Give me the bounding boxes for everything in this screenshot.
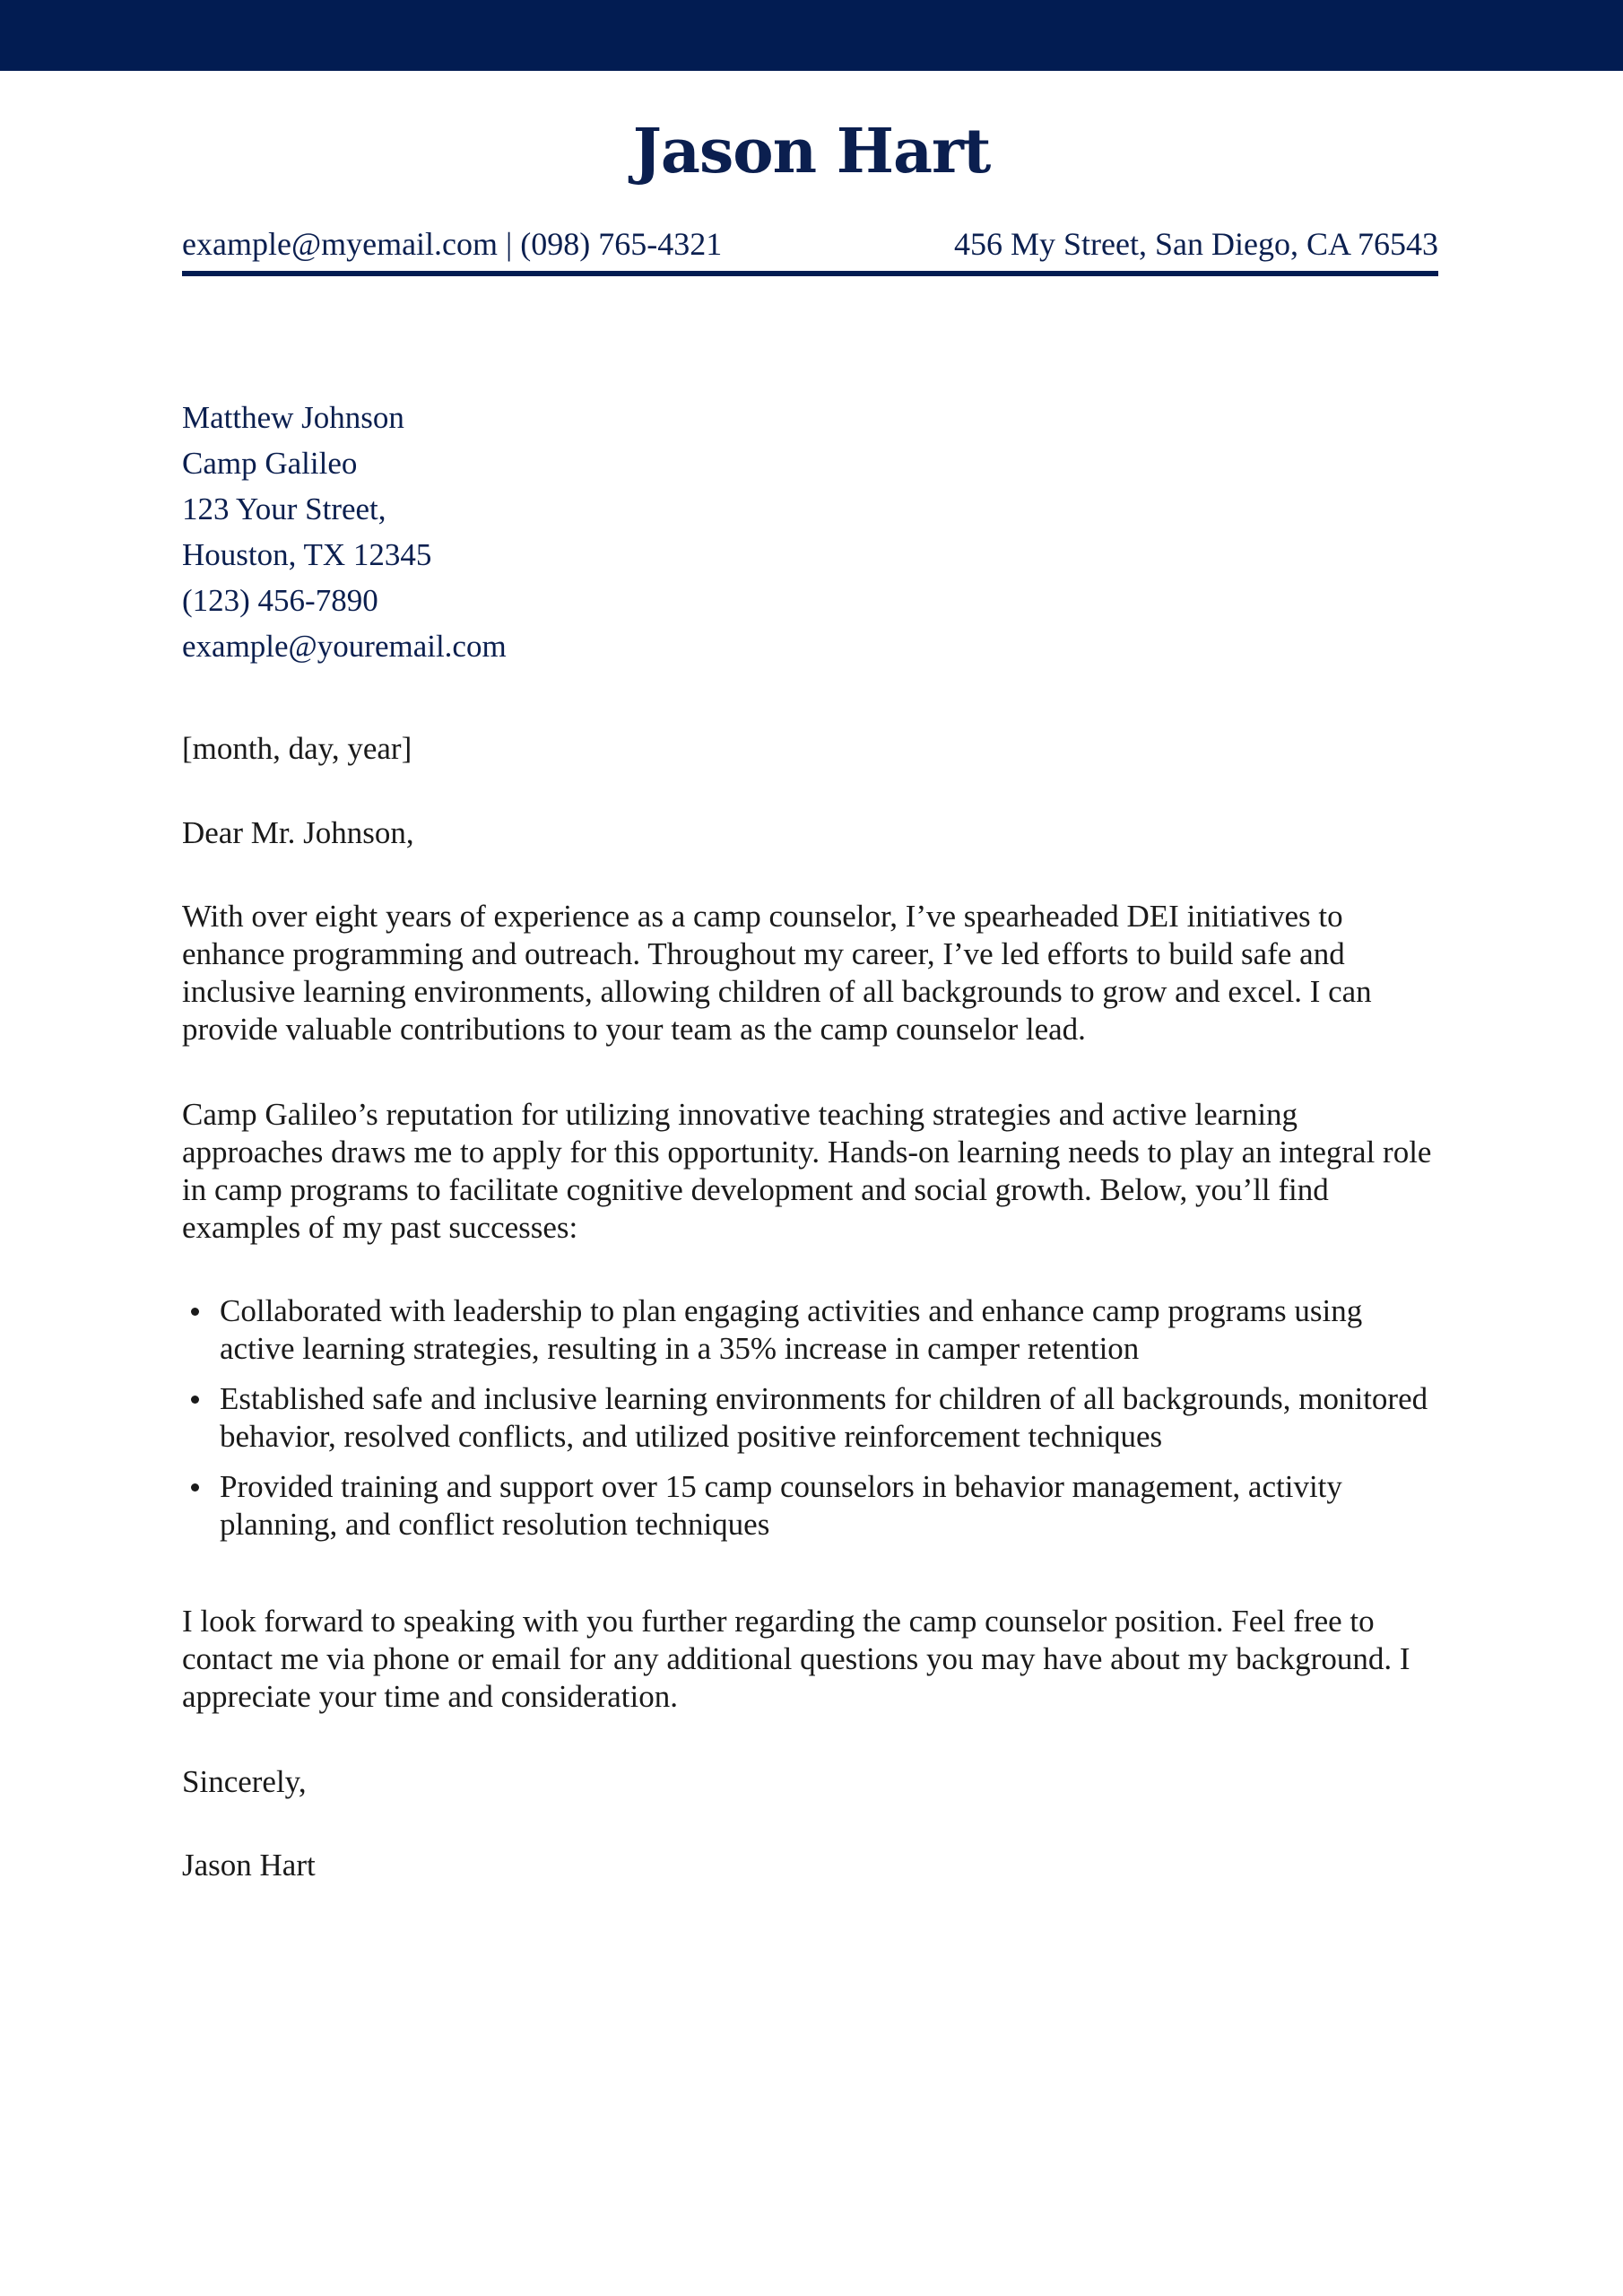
- achievement-item: [182, 1380, 1442, 1456]
- bullet-icon: [191, 1483, 199, 1492]
- achievement-text: Established safe and inclusive learning environments for children of all backgrounds, monitored behavior, resolved conflicts, and utilized positive reinforcement techniques: [220, 1381, 1428, 1454]
- achievement-item: [182, 1292, 1442, 1368]
- recipient-street: 123 Your Street,: [182, 491, 386, 526]
- sender-contact-row: [182, 222, 1438, 265]
- recipient-city: Houston, TX 12345: [182, 537, 432, 572]
- achievement-text: Provided training and support over 15 camp counselors in behavior management, activity planning, and conflict resolution techniques: [220, 1469, 1342, 1542]
- letter-signature: Jason Hart: [182, 1848, 316, 1883]
- header-divider: [182, 271, 1438, 276]
- recipient-company: Camp Galileo: [182, 446, 358, 481]
- achievement-text: Collaborated with leadership to plan engaging activities and enhance camp programs using active learning strategies, resulting in a 35% increase in camper retention: [220, 1293, 1363, 1366]
- bullet-icon: [191, 1308, 199, 1316]
- recipient-email: example@youremail.com: [182, 629, 507, 664]
- achievement-item: [182, 1468, 1442, 1544]
- letter-paragraph-2: Camp Galileo’s reputation for utilizing innovative teaching strategies and active learning approaches draws me to apply for this opportunity. Hands-on learning needs to play an integral role in camp programs to facilitate cognitive development and social growth. Below, you’ll find examples of my past successes:: [182, 1097, 1432, 1245]
- sender-name: Jason Hart: [632, 116, 991, 187]
- letter-paragraph-3: I look forward to speaking with you further regarding the camp counselor position. Feel free to contact me via phone or email for any additional questions you may have about my background. I appreciate your time and consideration.: [182, 1604, 1410, 1714]
- letter-salutation: Dear Mr. Johnson,: [182, 815, 414, 850]
- bullet-icon: [191, 1396, 199, 1404]
- top-accent-bar: [0, 0, 1623, 71]
- achievements-list: [182, 1292, 1442, 1556]
- recipient-phone: (123) 456-7890: [182, 583, 378, 618]
- sender-address: 456 My Street, San Diego, CA 76543: [954, 226, 1438, 262]
- recipient-name: Matthew Johnson: [182, 400, 404, 435]
- recipient-block: [182, 395, 507, 669]
- letter-date: [month, day, year]: [182, 731, 412, 766]
- letter-closing: Sincerely,: [182, 1764, 307, 1799]
- letter-paragraph-1: With over eight years of experience as a camp counselor, I’ve spearheaded DEI initiatives to enhance programming and outreach. Throughout my career, I’ve led efforts to build safe and inclusive learning environments, allowing children of all backgrounds to grow and excel. I can provide valuable contributions to your team as the camp counselor lead.: [182, 899, 1372, 1047]
- sender-email-phone: example@myemail.com | (098) 765-4321: [182, 226, 723, 262]
